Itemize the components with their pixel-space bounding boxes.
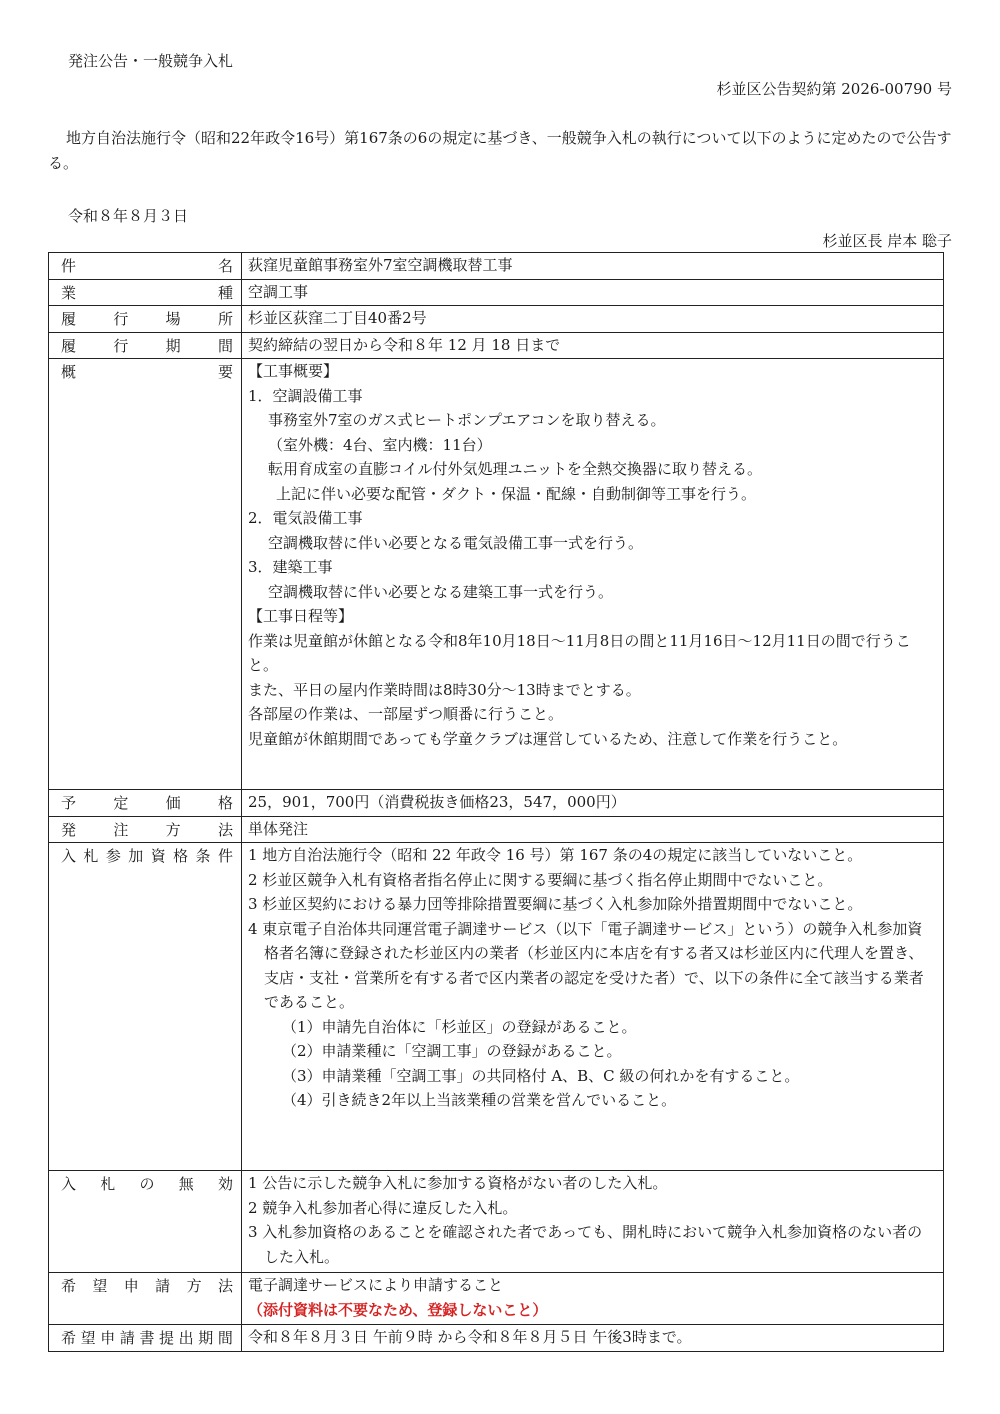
summary-line: 【工事概要】 [248,362,339,380]
label-price [49,790,242,817]
value-type: 空調工事 [242,279,944,306]
label-type [49,279,242,306]
label-text: 概 要 [61,363,233,381]
summary-line: 児童館が休館期間であっても学童クラブは運営しているため、注意して作業を行うこと。 [248,729,848,748]
value-invalid [242,1171,944,1273]
label-text: 業 種 [61,283,233,302]
row-type [49,279,944,306]
value-name: 荻窪児童館事務室外7室空調機取替工事 [242,253,944,280]
label-deadline [49,1325,242,1352]
label-period [49,332,242,359]
summary-line: 【工事日程等】 [248,607,354,625]
label-text: 件 名 [61,257,233,275]
row-application [49,1273,944,1325]
label-qualification [49,843,242,1171]
qualification-subitem: （2）申請業種に「空調工事」の登録があること。 [282,1042,622,1060]
value-application [242,1273,944,1325]
row-location [49,306,944,333]
row-name [49,253,944,280]
application-method-text: 電子調達サービスにより申請すること [248,1276,504,1294]
summary-line: （室外機：4台、室内機：11台） [268,435,492,454]
qualification-subitem: （3）申請業種「空調工事」の共同格付 A、B、C 級の何れかを有すること。 [282,1066,800,1085]
qualification-item: 3 杉並区契約における暴力団等排除措置要綱に基づく入札参加除外措置期間中でないこと。 [248,895,863,913]
label-summary [49,359,242,790]
label-application [49,1273,242,1325]
summary-line: 事務室外7室のガス式ヒートポンプエアコンを取り替える。 [268,411,666,429]
row-price [49,790,944,817]
label-text: 予 定 価 格 [61,794,233,812]
summary-line: 各部屋の作業は、一部屋ずつ順番に行うこと。 [248,705,564,723]
label-text: 履 行 期 間 [61,336,233,355]
value-location: 杉並区荻窪二丁目40番2号 [242,306,944,333]
qualification-subitem: （1）申請先自治体に「杉並区」の登録があること。 [282,1017,637,1036]
label-text: 入 札 の 無 効 [61,1175,233,1193]
row-invalid [49,1171,944,1273]
summary-line: 1．空調設備工事 [248,386,363,405]
summary-line: 3．建築工事 [248,558,333,576]
label-invalid [49,1171,242,1273]
qualification-item: 1 地方自治法施行令（昭和 22 年政令 16 号）第 167 条の4の規定に該当していないこと。 [248,846,863,864]
issuer-name: 杉並区長 岸本 聡子 [822,232,952,250]
application-note: （添付資料は不要なため、登録しないこと） [248,1300,548,1319]
notice-number: 杉並区公告契約第 2026-00790 号 [716,80,952,98]
invalid-item: 3 入札参加資格のあることを確認された者であっても、開札時において競争入札参加資格のない者のした入札。 [248,1223,923,1266]
summary-line: 転用育成室の直膨コイル付外気処理ユニットを全熱交換器に取り替える。 [268,460,762,478]
invalid-item: 1 公告に示した競争入札に参加する資格がない者のした入札。 [248,1174,668,1192]
value-price: 25，901，700円（消費税抜き価格23，547，000円） [242,790,944,817]
summary-line: また、平日の屋内作業時間は8時30分～13時までとする。 [248,680,641,699]
qualification-item: 4 東京電子自治体共同運営電子調達サービス（以下「電子調達サービス」という）の競争入札参加資格者名簿に登録された杉並区内の業者（杉並区内に本店を有する者又は杉並区内に代理人を置き、支店・支社・営業所を有する者で区内業者の認定を受けた者）で、以下の条件に全て該当する業者であること。 [248,919,924,1011]
label-text: 発 注 方 法 [61,820,233,839]
qualification-item: 2 杉並区競争入札有資格者指名停止に関する要綱に基づく指名停止期間中でないこと。 [248,870,833,889]
summary-line: 空調機取替に伴い必要となる電気設備工事一式を行う。 [268,533,644,552]
summary-line: 2．電気設備工事 [248,509,363,527]
label-method [49,816,242,843]
row-qualification [49,843,944,1171]
value-summary [242,359,944,790]
label-name [49,253,242,280]
row-period [49,332,944,359]
label-text: 希 望 申 請 方 法 [61,1277,233,1295]
summary-line: 上記に伴い必要な配管・ダクト・保温・配線・自動制御等工事を行う。 [276,484,757,503]
preamble-text: 地方自治法施行令（昭和22年政令16号）第167条の6の規定に基づき、一般競争入札の執行について以下のように定めたので公告する。 [48,129,952,172]
label-location [49,306,242,333]
tender-spec-table [48,252,944,1352]
invalid-item: 2 競争入札参加者心得に違反した入札。 [248,1198,518,1217]
value-deadline: 令和８年８月３日 午前９時 から令和８年８月５日 午後3時まで。 [242,1325,944,1352]
value-period: 契約締結の翌日から令和８年 12 月 18 日まで [242,332,944,359]
qualification-subitem: （4）引き続き2年以上当該業種の営業を営んでいること。 [282,1091,677,1109]
row-method [49,816,944,843]
label-text: 希 望 申 請 書 提 出 期 間 [61,1329,233,1347]
row-summary [49,359,944,790]
summary-line: 作業は児童館が休館となる令和8年10月18日～11月8日の間と11月16日～12月11日の間で行うこと。 [248,631,911,674]
summary-line: 空調機取替に伴い必要となる建築工事一式を行う。 [268,582,614,601]
label-text: 履 行 場 所 [61,310,233,328]
value-method: 単体発注 [242,816,944,843]
notice-date: 令和８年８月３日 [68,207,189,225]
notice-type-label: 発注公告・一般競争入札 [68,52,234,70]
label-text: 入 札 参 加 資 格 条 件 [61,847,233,865]
row-deadline [49,1325,944,1352]
value-qualification [242,843,944,1171]
